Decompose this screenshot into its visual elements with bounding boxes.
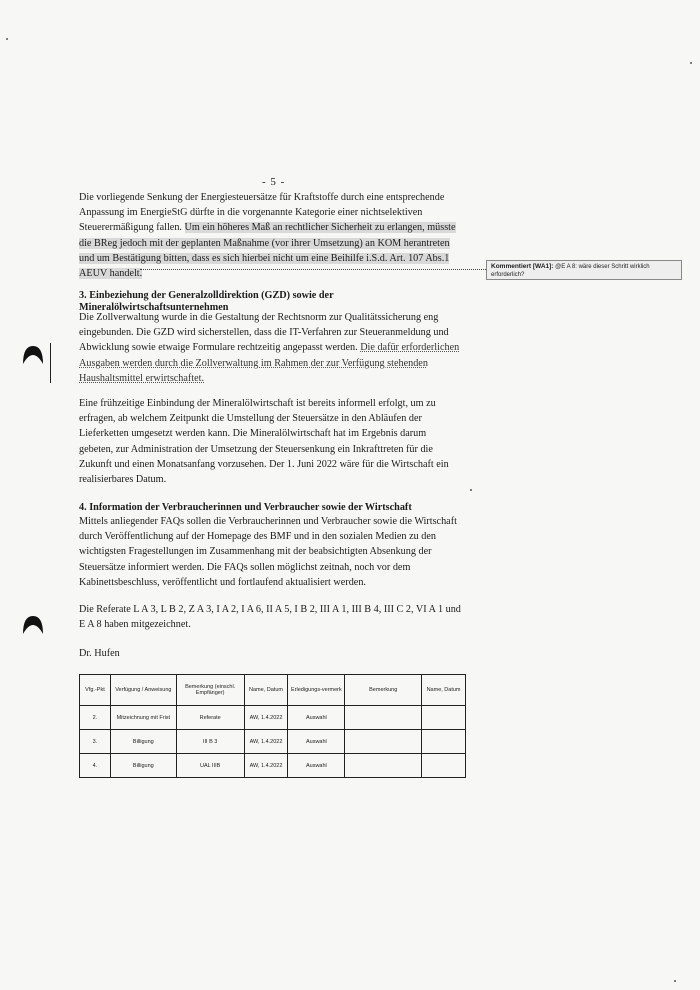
column-header: Bemerkung <box>345 675 422 706</box>
table-cell: 3. <box>80 730 111 754</box>
table-cell: 2. <box>80 706 111 730</box>
column-header: Verfügung / Anweisung <box>110 675 176 706</box>
status-dropdown[interactable]: Auswahl <box>288 706 345 730</box>
table-row <box>80 730 466 754</box>
table-cell: Billigung <box>110 730 176 754</box>
comment-text: @E A 8: wäre dieser Schritt wirklich erforderlich? <box>491 264 650 278</box>
tracked-change-text[interactable]: Die dafür erforderlichen Ausgaben werden durch die Zollverwaltung im Rahmen der zur Verfügung stehenden Haushaltsmittel erwirtschaftet. <box>79 342 460 384</box>
table-cell: UAL IIIB <box>176 754 244 778</box>
table-cell: 4. <box>80 754 111 778</box>
punch-hole-icon <box>20 342 46 368</box>
table-row <box>80 706 466 730</box>
table-cell: Mitzeichnung mit Frist <box>110 706 176 730</box>
scan-speck <box>470 489 472 491</box>
name-date-field[interactable] <box>422 730 466 754</box>
section-3-paragraph <box>79 310 461 386</box>
paragraph-text: Die Zollverwaltung wurde in die Gestaltung der Rechtsnorm zur Qualitätssicherung eng eingebunden. Die GZD wird sicherstellen, dass die IT-Verfahren zur Steueranmeldung und Abwicklung sowie etwaige Formulare rechtzeitig angepasst werden. <box>79 312 449 354</box>
table-cell: AW, 1.4.2022 <box>244 730 288 754</box>
table-cell: AW, 1.4.2022 <box>244 706 288 730</box>
table-row <box>80 754 466 778</box>
remark-field[interactable] <box>345 754 422 778</box>
punch-hole-icon <box>20 612 46 638</box>
scan-speck <box>690 62 692 64</box>
scan-speck <box>674 980 676 982</box>
table-header-row <box>80 675 466 706</box>
review-comment[interactable] <box>486 260 682 280</box>
remark-field[interactable] <box>345 706 422 730</box>
name-date-field[interactable] <box>422 706 466 730</box>
column-header: Erledigungs-vermerk <box>288 675 345 706</box>
signature: Dr. Hufen <box>79 648 120 659</box>
table-cell: AW, 1.4.2022 <box>244 754 288 778</box>
column-header: Name, Datum <box>422 675 466 706</box>
comment-connector <box>140 269 486 270</box>
section-4-paragraph: Mittels anliegender FAQs sollen die Verbraucherinnen und Verbraucher sowie die Wirtschaft durch Veröffentlichung auf der Homepage des BMF und in den sozialen Medien zu den wichtigsten Fragestellungen im Zusammenhang mit der beabsichtigten Absenkung der Steuersätze informiert werden. Die FAQs sollen möglichst zeitnah, noch vor dem Kabinettsbeschluss, veröffentlicht und fortlaufend aktualisiert werden. <box>79 516 457 588</box>
status-dropdown[interactable]: Auswahl <box>288 754 345 778</box>
section-4-heading: 4. Information der Verbraucherinnen und Verbraucher sowie der Wirtschaft <box>79 502 412 513</box>
table-cell: Referate <box>176 706 244 730</box>
table-cell: III B 3 <box>176 730 244 754</box>
section-3-paragraph-2: Eine frühzeitige Einbindung der Mineralölwirtschaft ist bereits informell erfolgt, um zu erfragen, ab welchem Zeitpunkt die Umstellung der Steuersätze in den Abläufen der Lieferketten umgesetzt werden kann. Die Mineralölwirtschaft hat im Ergebnis darum gebeten, zur Administration der Umsetzung der Steuersenkung ein Inkrafttreten für die Zukunft und einen Monatsanfang vorzusehen. Der 1. Juni 2022 wäre für die Wirtschaft ein realisierbares Datum. <box>79 398 449 486</box>
status-dropdown[interactable]: Auswahl <box>288 730 345 754</box>
remark-field[interactable] <box>345 730 422 754</box>
paragraph-eu-aid <box>79 190 461 281</box>
column-header: Bemerkung (einschl. Empfänger) <box>176 675 244 706</box>
column-header: Name, Datum <box>244 675 288 706</box>
paragraph-text: Die vorliegende Senkung der Energiesteuersätze für Kraftstoffe durch eine entsprechende Anpassung im EnergieStG dürfte in die vorgenannte Kategorie einer nichtselektiven Steuerermäßigung fallen. <box>79 192 445 234</box>
routing-table <box>79 674 466 778</box>
scan-speck <box>6 38 8 40</box>
column-header: Vfg.-Pkt <box>80 675 111 706</box>
name-date-field[interactable] <box>422 754 466 778</box>
margin-line <box>50 343 51 383</box>
section-3-heading: 3. Einbeziehung der Generalzolldirektion (GZD) sowie der Mineralölwirtschaftsunternehmen <box>79 290 334 313</box>
referate-paragraph: Die Referate L A 3, L B 2, Z A 3, I A 2, I A 6, II A 5, I B 2, III A 1, III B 4, III C 2, VI A 1 und E A 8 haben mitgezeichnet. <box>79 604 461 631</box>
table-cell: Billigung <box>110 754 176 778</box>
commented-text[interactable]: Um ein höheres Maß an rechtlicher Sicherheit zu erlangen, müsste die BReg jedoch mit der geplanten Maßnahme (vor ihrer Umsetzung) an KOM herantreten und um Bestätigung bitten, dass es sich hierbei nicht um eine Beihilfe i.S.d. Art. 107 Abs.1 AEUV handelt. <box>79 222 456 280</box>
comment-author: Kommentiert [WA1]: <box>491 263 554 270</box>
page-number: - 5 - <box>262 176 286 188</box>
